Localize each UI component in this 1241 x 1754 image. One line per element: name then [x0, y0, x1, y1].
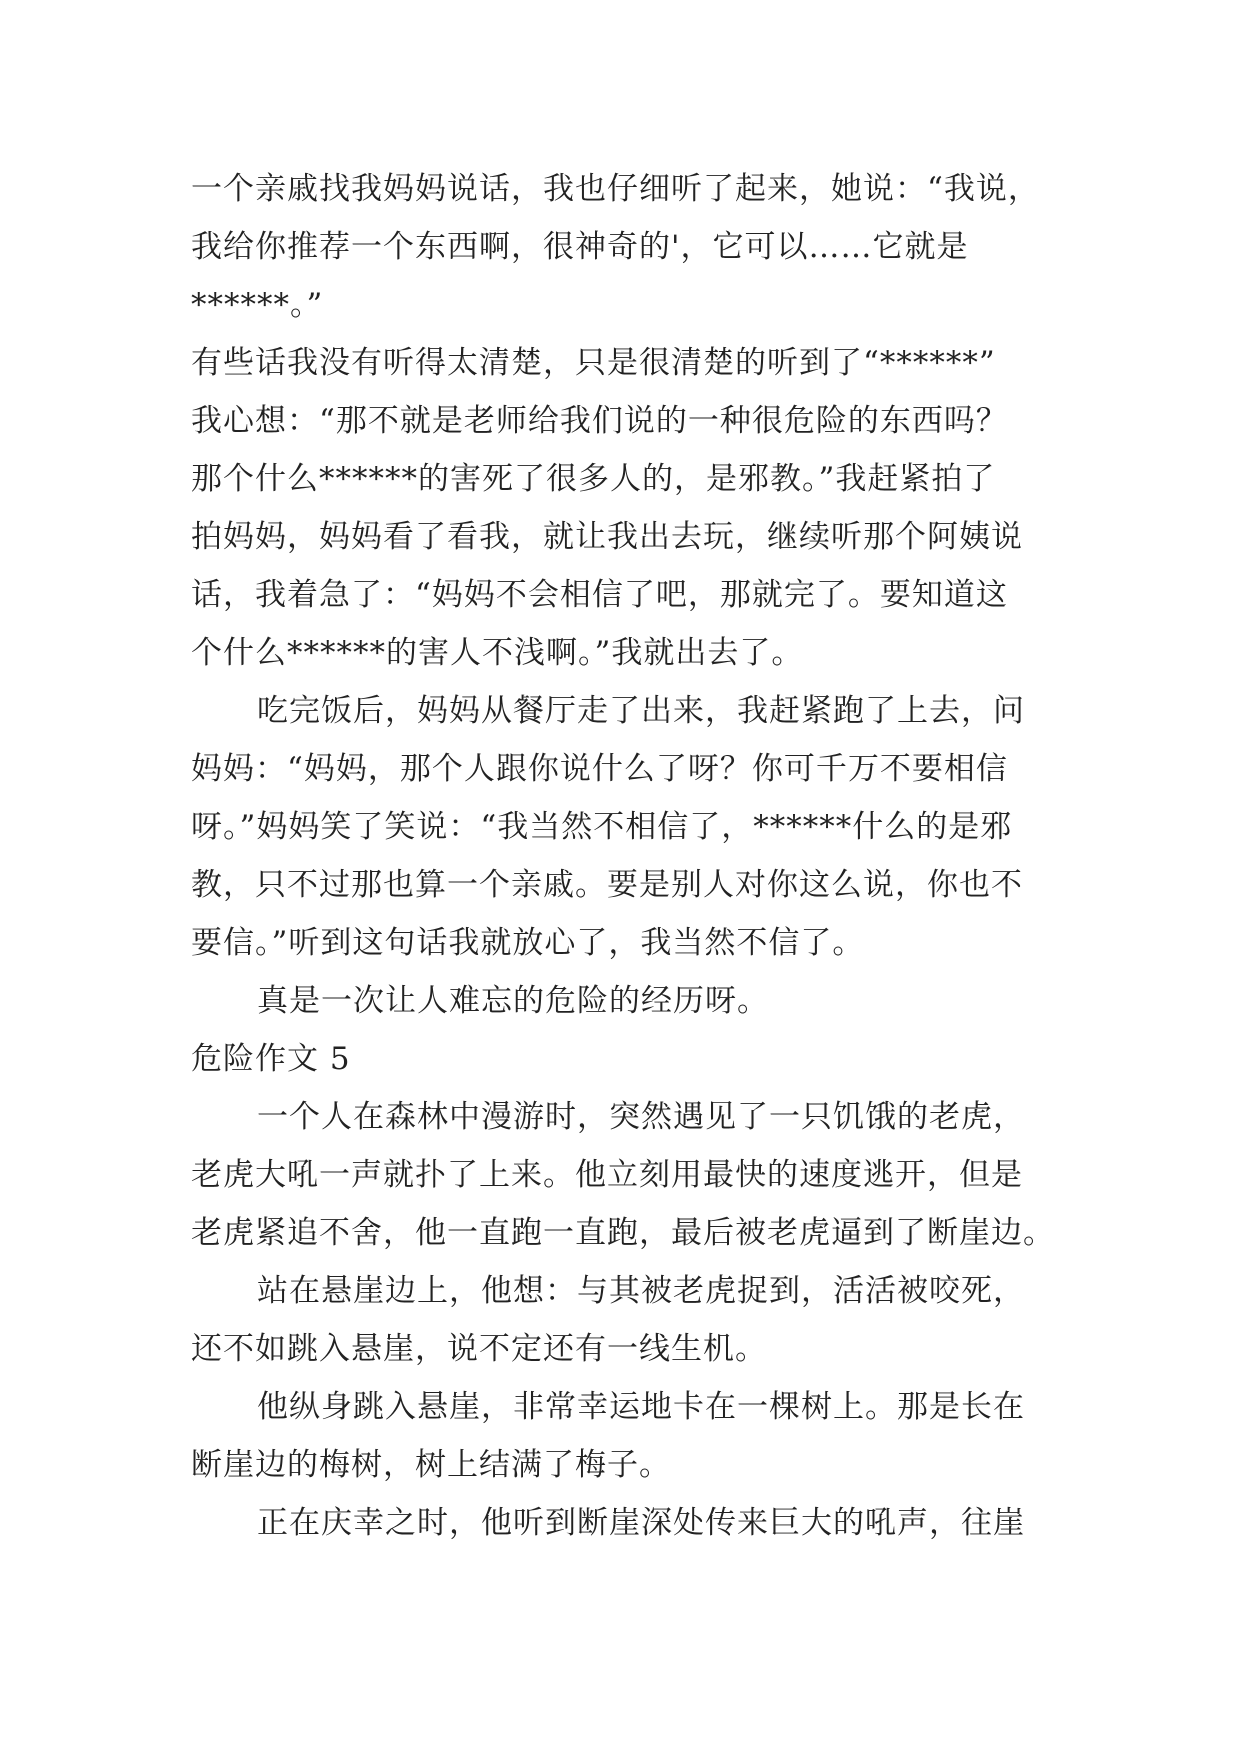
- text-line: 拍妈妈，妈妈看了看我，就让我出去玩，继续听那个阿姨说: [191, 519, 1023, 555]
- text-line: 老虎紧追不舍，他一直跑一直跑，最后被老虎逼到了断崖边。: [191, 1215, 1055, 1251]
- paragraph-start-line: 正在庆幸之时，他听到断崖深处传来巨大的吼声，往崖: [257, 1505, 1025, 1541]
- paragraph-start-line: 他纵身跳入悬崖，非常幸运地卡在一棵树上。那是长在: [257, 1389, 1025, 1425]
- text-line: 个什么******的害人不浅啊。”我就出去了。: [191, 635, 804, 671]
- text-line: 要信。”听到这句话我就放心了，我当然不信了。: [191, 925, 865, 961]
- document-body: [191, 160, 1071, 1552]
- text-line: 那个什么******的害死了很多人的，是邪教。”我赶紧拍了: [191, 461, 996, 497]
- text-line: 教，只不过那也算一个亲戚。要是别人对你这么说，你也不: [191, 867, 1023, 903]
- text-line: 妈妈：“妈妈，那个人跟你说什么了呀？你可千万不要相信: [191, 751, 1008, 787]
- paragraph-start-line: 吃完饭后，妈妈从餐厅走了出来，我赶紧跑了上去，问: [257, 693, 1025, 729]
- paragraph-start-line: 站在悬崖边上，他想：与其被老虎捉到，活活被咬死，: [257, 1273, 1025, 1309]
- text-line: 话，我着急了：“妈妈不会相信了吧，那就完了。要知道这: [191, 577, 1008, 613]
- text-line: 老虎大吼一声就扑了上来。他立刻用最快的速度逃开，但是: [191, 1157, 1023, 1193]
- text-line: 有些话我没有听得太清楚，只是很清楚的听到了“******”: [191, 345, 996, 381]
- section-heading: 危险作文 5: [191, 1041, 351, 1077]
- text-line: 断崖边的梅树，树上结满了梅子。: [191, 1447, 671, 1483]
- text-line: 还不如跳入悬崖，说不定还有一线生机。: [191, 1331, 767, 1367]
- paragraph-start-line: 真是一次让人难忘的危险的经历呀。: [257, 983, 769, 1019]
- text-line: ******。”: [191, 287, 324, 323]
- text-line: 我心想：“那不就是老师给我们说的一种很危险的东西吗？: [191, 403, 1008, 439]
- text-line: 呀。”妈妈笑了笑说：“我当然不相信了，******什么的是邪: [191, 809, 1013, 845]
- text-line: 我给你推荐一个东西啊，很神奇的'，它可以……它就是: [191, 229, 969, 265]
- paragraph-start-line: 一个人在森林中漫游时，突然遇见了一只饥饿的老虎，: [257, 1099, 1025, 1135]
- text-line: 一个亲戚找我妈妈说话，我也仔细听了起来，她说：“我说，: [191, 171, 1040, 207]
